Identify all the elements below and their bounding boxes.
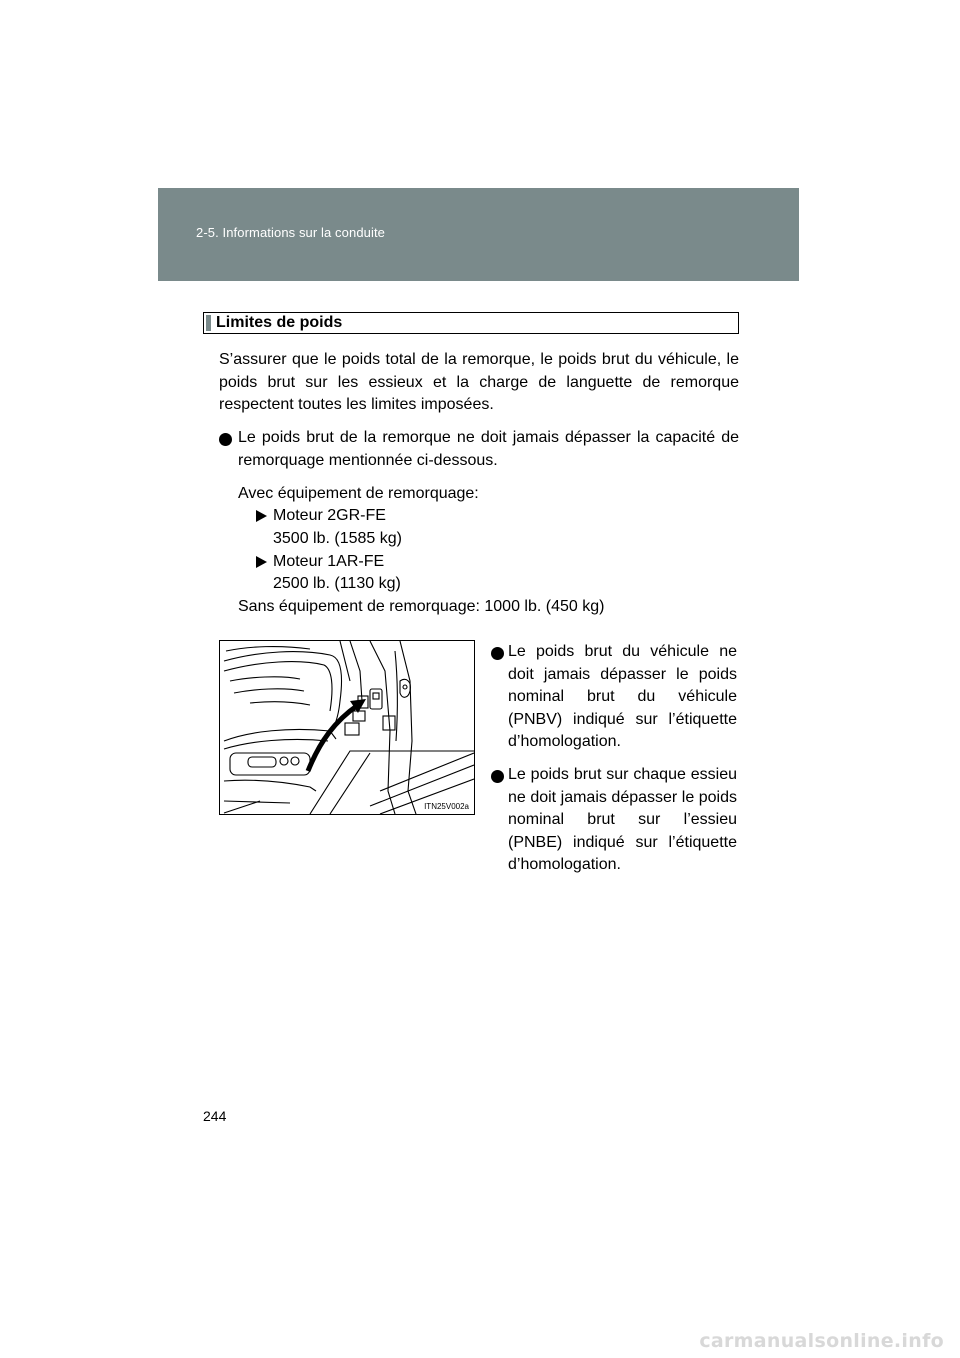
engine-capacity-1: 3500 lb. (1585 kg) [273, 530, 402, 547]
section-heading-title: Limites de poids [216, 314, 343, 331]
bullet-dot-3 [491, 770, 504, 783]
engine-capacity-2: 2500 lb. (1130 kg) [273, 575, 401, 592]
door-pillar-drawing [220, 641, 474, 814]
certification-label-illustration [219, 640, 475, 815]
bullet-text-1: Le poids brut de la remorque ne doit jamais dépasser la capacité de remorquage mentionnée ci-dessous. [238, 429, 739, 469]
intro-paragraph: S’assurer que le poids total de la remorque, le poids brut du véhicule, le poids brut sur les essieux et la charge de languette de remorque respectent toutes les limites imposées. [219, 351, 739, 413]
engine-name-1: Moteur 2GR-FE [273, 507, 386, 524]
figure-code: ITN25V002a [424, 802, 469, 811]
section-heading [203, 312, 739, 334]
triangle-bullet-icon [256, 510, 267, 522]
bullet-dot-1 [219, 433, 232, 446]
section-heading-bar [206, 315, 211, 331]
section-breadcrumb: 2-5. Informations sur la conduite [196, 225, 386, 240]
header-band [158, 188, 799, 281]
with-equipment-label: Avec équipement de remorquage: [238, 485, 479, 502]
bullet-text-2: Le poids brut du véhicule ne doit jamais dépasser le poids nominal brut du véhicule (PNBV) indiqué sur l’étiquette d’homologation. [508, 643, 737, 750]
page-number: 244 [203, 1108, 227, 1124]
without-equipment-text: Sans équipement de remorquage: 1000 lb. (450 kg) [238, 598, 605, 615]
bullet-dot-2 [491, 647, 504, 660]
triangle-bullet-icon [256, 556, 267, 568]
watermark: carmanualsonline.info [699, 1330, 944, 1352]
bullet-text-3: Le poids brut sur chaque essieu ne doit jamais dépasser le poids nominal brut sur l’essieu (PNBE) indiqué sur l’étiquette d’homologation. [508, 766, 737, 873]
engine-name-2: Moteur 1AR-FE [273, 553, 385, 570]
